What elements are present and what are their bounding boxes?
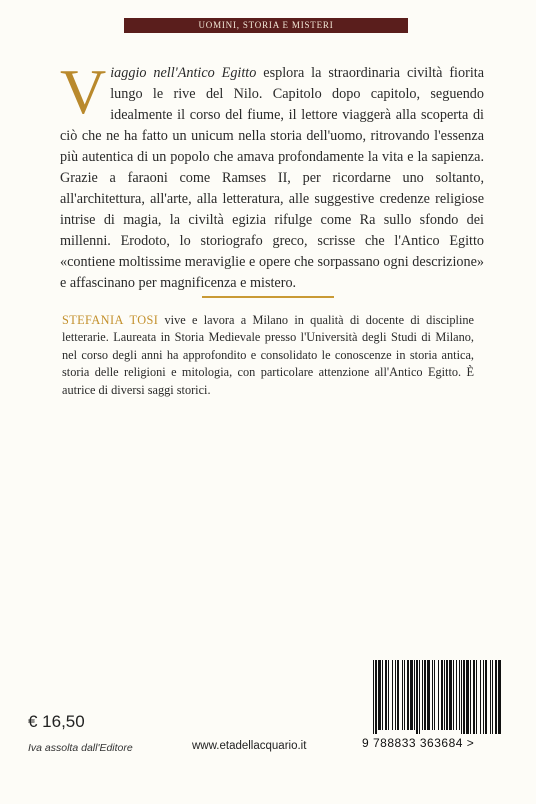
author-name: STEFANIA TOSI	[62, 313, 159, 327]
author-bio	[62, 312, 474, 399]
book-title: iaggio nell'Antico Egitto	[110, 65, 257, 81]
drop-cap: V	[60, 56, 107, 127]
barcode-bars	[371, 660, 507, 734]
vat-note: Iva assolta dall'Editore	[28, 742, 133, 754]
book-blurb	[60, 56, 485, 294]
publisher-website[interactable]: www.etadellacquario.it	[192, 740, 307, 752]
isbn-barcode	[362, 660, 512, 760]
barcode-digits: 9 788833 363684 >	[362, 736, 475, 750]
price: € 16,50	[28, 712, 85, 731]
author-bio-text: vive e lavora a Milano in qualità di docente di discipline letterarie. Laureata in Storia Medievale presso l'Università degli Studi di Milano, nel corso degli anni ha approfondito e consolidato le conoscenze in storia antica, storia delle religioni e mitologia, con particolare attenzione all'Antico Egitto. È autrice di diversi saggi storici.	[62, 313, 474, 397]
section-divider	[202, 296, 334, 298]
series-banner	[124, 18, 408, 33]
blurb-text: esplora la straordinaria civiltà fiorita lungo le rive del Nilo. Capitolo dopo capitolo, seguendo idealmente il corso del fiume, il lettore viaggerà alla scoperta di ciò che ne ha fatto un unicum nella storia dell'uomo, ritrovando l'essenza più autentica di un popolo che amava profondamente la vita e la sapienza. Grazie a faraoni come Ramses II, per ricordarne uno soltanto, all'architettura, all'arte, alla letteratura, alle suggestive credenze religiose intrise di magia, la civiltà egizia rifulge come Ra sullo sfondo dei millenni. Erodoto, lo storiografo greco, scrisse che l'Antico Egitto «contiene moltissime meraviglie e opere che sorpassano ogni descrizione» e affascinano per magnificenza e mistero.	[60, 65, 485, 291]
series-title: UOMINI, STORIA E MISTERI	[198, 20, 334, 30]
